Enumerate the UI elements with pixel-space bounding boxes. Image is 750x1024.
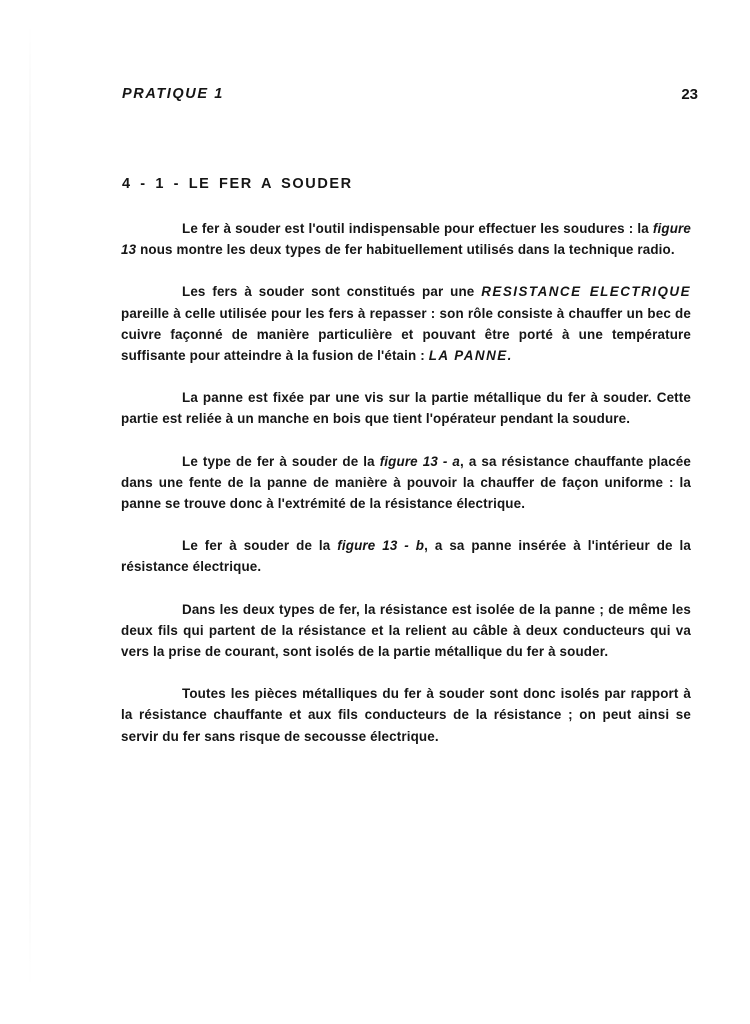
paragraph-7: Toutes les pièces métalliques du fer à souder sont donc isolés par rapport à la résistance chauffante et aux fils conducteurs de la résistance ; on peut ainsi se servir du fer sans risque de secousse électrique. <box>121 686 691 744</box>
emphasis-panne: LA PANNE. <box>428 348 513 364</box>
paragraph-4-text-a: Le type de fer à souder de la <box>182 453 380 469</box>
running-title: PRATIQUE 1 <box>122 86 224 102</box>
paragraph-4 <box>121 451 691 515</box>
paragraph-6: Dans les deux types de fer, la résistance est isolée de la panne ; de même les deux fils qui partent de la résistance et la relient au câble à deux conducteurs qui va vers la prise de courant, sont isolés de la partie métallique du fer à souder. <box>121 601 691 660</box>
paragraph-2-text-b: pareille à celle utilisée pour les fers à repasser : son rôle consiste à chauffer un bec de cuivre façonné de manière particulière et pouvant être porté à une température suffisante pour atteindre à la fusion de l'étain : <box>121 305 691 364</box>
scan-edge-shadow <box>29 22 31 992</box>
figure-reference: figure 13 - b <box>337 538 425 554</box>
figure-reference: figure 13 - a <box>379 453 461 469</box>
paragraph-5-text-b: , a sa panne insérée à l'intérieur de la résistance électrique. <box>121 538 691 575</box>
paragraph-2 <box>121 281 691 366</box>
paragraph-1-text-a: Le fer à souder est l'outil indispensable pour effectuer les soudures : la <box>182 221 653 236</box>
paragraph-4-text-b: , a sa résistance chauffante placée dans une fente de la panne de manière à pouvoir la chauffer de façon uniforme : la panne se trouve donc à l'extrémité de la résistance électrique. <box>121 453 692 512</box>
body-text <box>121 218 691 768</box>
paragraph-1 <box>121 218 691 260</box>
figure-reference: figure 13 <box>121 221 691 258</box>
paragraph-2-text-a: Les fers à souder sont constitués par une <box>182 284 482 300</box>
paragraph-5-text-a: Le fer à souder de la <box>182 538 338 554</box>
paragraph-3: La panne est fixée par une vis sur la partie métallique du fer à souder. Cette partie est reliée à un manche en bois que tient l'opérateur pendant la soudure. <box>121 390 691 427</box>
emphasis-resistance: RESISTANCE ELECTRIQUE <box>481 284 691 300</box>
page-number: 23 <box>681 86 698 103</box>
paragraph-5 <box>121 535 691 577</box>
section-title: 4 - 1 - LE FER A SOUDER <box>122 176 353 192</box>
paragraph-1-text-b: nous montre les deux types de fer habituellement utilisés dans la technique radio. <box>136 242 675 258</box>
